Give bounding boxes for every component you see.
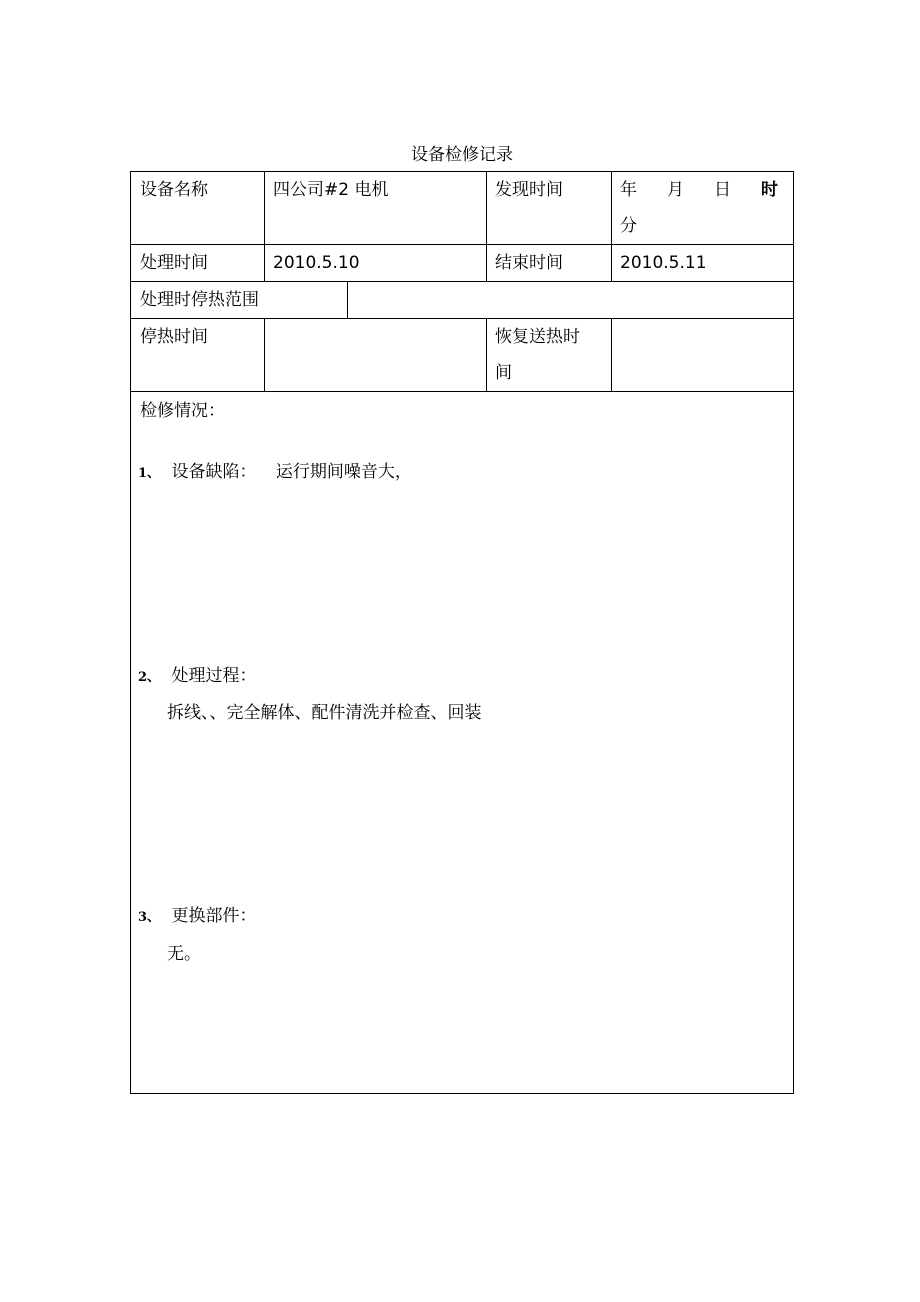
- row-divider: [130, 391, 794, 392]
- repair-heading: 检修情况：: [140, 401, 225, 421]
- found-time-value: [620, 172, 778, 208]
- section-label: 处理过程：: [171, 666, 257, 686]
- section-defect: [138, 454, 412, 492]
- heat-stop-time-label: 停热时间: [140, 327, 208, 347]
- section-label: 设备缺陷：: [171, 462, 257, 482]
- end-time-value: 2010.5.11: [620, 253, 707, 273]
- process-time-value: 2010.5.10: [273, 253, 360, 273]
- column-divider: [347, 281, 348, 318]
- column-divider: [486, 171, 487, 281]
- found-time-minute: 分: [620, 216, 637, 236]
- section-index: 2、: [138, 670, 161, 685]
- parts-description: 无。: [167, 944, 201, 964]
- column-divider: [486, 318, 487, 391]
- found-time-label: 发现时间: [495, 180, 563, 200]
- column-divider: [611, 318, 612, 391]
- row-divider: [130, 318, 794, 319]
- found-time-hour: 时: [761, 180, 778, 200]
- section-parts: [138, 898, 256, 936]
- process-time-label: 处理时间: [140, 253, 208, 273]
- column-divider: [264, 171, 265, 281]
- process-description: 拆线、、完全解体、配件清洗并检查、回装: [167, 703, 482, 723]
- found-time-year: 年: [620, 180, 637, 200]
- section-label: 更换部件：: [171, 906, 257, 926]
- heat-resume-time-label: 恢复送热时: [495, 327, 580, 347]
- section-process: [138, 658, 256, 696]
- heat-stop-scope-label: 处理时停热范围: [140, 290, 259, 310]
- defect-description: 运行期间噪音大，: [275, 462, 412, 482]
- end-time-label: 结束时间: [495, 253, 563, 273]
- equipment-name-value: 四公司#2 电机: [273, 180, 389, 200]
- page-title: 设备检修记录: [411, 145, 513, 165]
- column-divider: [611, 171, 612, 281]
- section-index: 3、: [138, 910, 161, 925]
- heat-resume-time-label-cont: 间: [495, 363, 512, 383]
- section-index: 1、: [138, 466, 161, 481]
- found-time-month: 月: [667, 180, 684, 200]
- equipment-name-label: 设备名称: [140, 180, 208, 200]
- found-time-day: 日: [714, 180, 731, 200]
- column-divider: [264, 318, 265, 391]
